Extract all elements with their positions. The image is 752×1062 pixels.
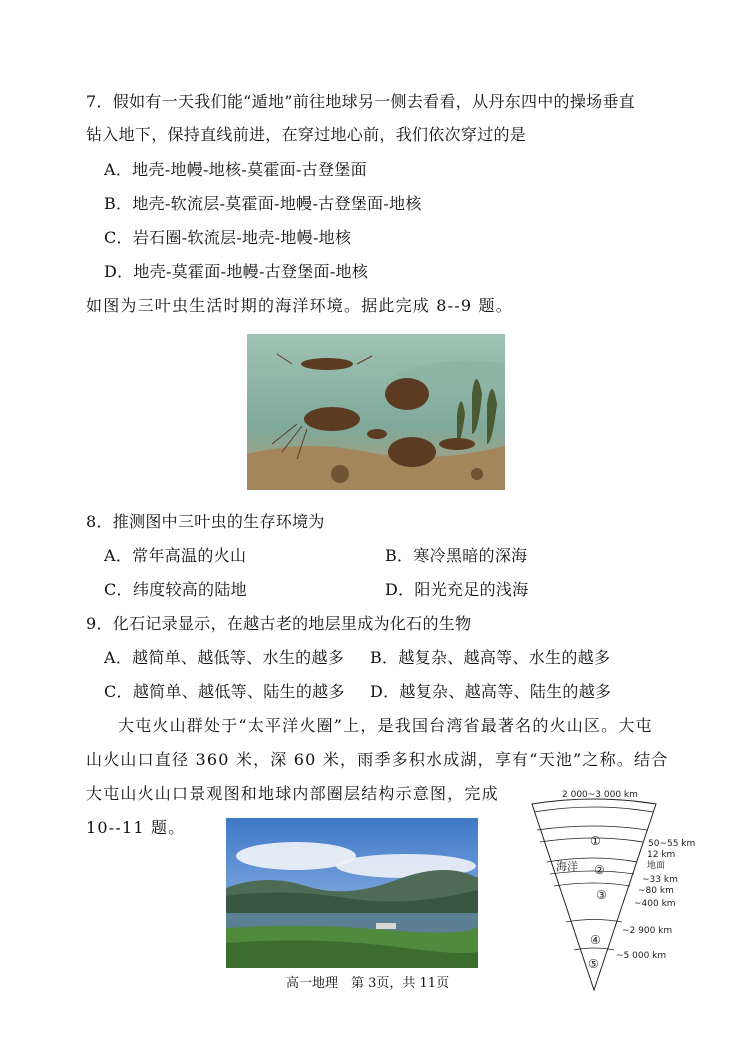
trilobite-sea-image xyxy=(247,334,505,490)
q8-option-b: B．寒冷黑暗的深海 xyxy=(385,546,528,565)
depth-label-5: ~400 km xyxy=(634,899,676,909)
depth-label-4: ~80 km xyxy=(638,886,674,896)
depth-label-3: ~33 km xyxy=(642,875,678,885)
q8-option-c: C．纬度较高的陆地 xyxy=(104,580,247,599)
depth-label-1: 50~55 km xyxy=(648,839,696,849)
layer-4-label: ④ xyxy=(590,933,601,947)
q7-stem-line1: 7．假如有一天我们能“遁地”前往地球另一侧去看看，从丹东四中的操场垂直 xyxy=(86,92,636,111)
layer-2-label: ② xyxy=(594,863,605,877)
page-footer: 高一地理 第 3页，共 11页 xyxy=(286,976,450,991)
q7-option-b: B．地壳-软流层-莫霍面-地幔-古登堡面-地核 xyxy=(104,194,422,213)
q9-stem: 9．化石记录显示，在越古老的地层里成为化石的生物 xyxy=(86,614,472,633)
crater-lake-photo xyxy=(226,818,478,968)
intro-10-11-line3: 大屯山火山口景观图和地球内部圈层结构示意图，完成 xyxy=(86,784,499,803)
q9-option-b: B．越复杂、越高等、水生的越多 xyxy=(370,648,611,667)
layer-3-label: ③ xyxy=(596,888,607,902)
layer-1-label: ① xyxy=(590,834,601,848)
layer-5-label: ⑤ xyxy=(588,957,599,971)
ground-label: 地面 xyxy=(647,861,666,871)
intro-10-11-line4: 10--11 题。 xyxy=(86,818,186,837)
q9-option-c: C．越简单、越低等、陆生的越多 xyxy=(104,682,345,701)
q8-option-a: A．常年高温的火山 xyxy=(104,546,247,565)
q9-option-d: D．越复杂、越高等、陆生的越多 xyxy=(370,682,612,701)
depth-label-7: ~5 000 km xyxy=(616,951,667,961)
q8-stem: 8．推测图中三叶虫的生存环境为 xyxy=(86,512,325,531)
depth-label-2: 12 km xyxy=(647,850,676,860)
q7-option-c: C．岩石圈-软流层-地壳-地幔-地核 xyxy=(104,228,352,247)
diagram-top-label: 2 000~3 000 km xyxy=(562,790,638,800)
q7-option-d: D．地壳-莫霍面-地幔-古登堡面-地核 xyxy=(104,262,369,281)
q7-option-a: A．地壳-地幔-地核-莫霍面-古登堡面 xyxy=(104,160,367,179)
intro-10-11-line2: 山火山口直径 360 米，深 60 米，雨季多积水成湖，享有“天池”之称。结合 xyxy=(86,750,669,769)
q8-option-d: D．阳光充足的浅海 xyxy=(385,580,529,599)
intro-8-9: 如图为三叶虫生活时期的海洋环境。据此完成 8--9 题。 xyxy=(86,296,513,315)
ocean-label: 海洋 xyxy=(556,860,578,873)
depth-label-6: ~2 900 km xyxy=(622,926,673,936)
intro-10-11-line1: 大屯火山群处于“太平洋火圈”上，是我国台湾省最著名的火山区。大屯 xyxy=(118,716,653,735)
q7-stem-line2: 钻入地下，保持直线前进，在穿过地心前，我们依次穿过的是 xyxy=(86,125,527,144)
q9-option-a: A．越简单、越低等、水生的越多 xyxy=(104,648,345,667)
earth-interior-diagram xyxy=(510,782,710,997)
